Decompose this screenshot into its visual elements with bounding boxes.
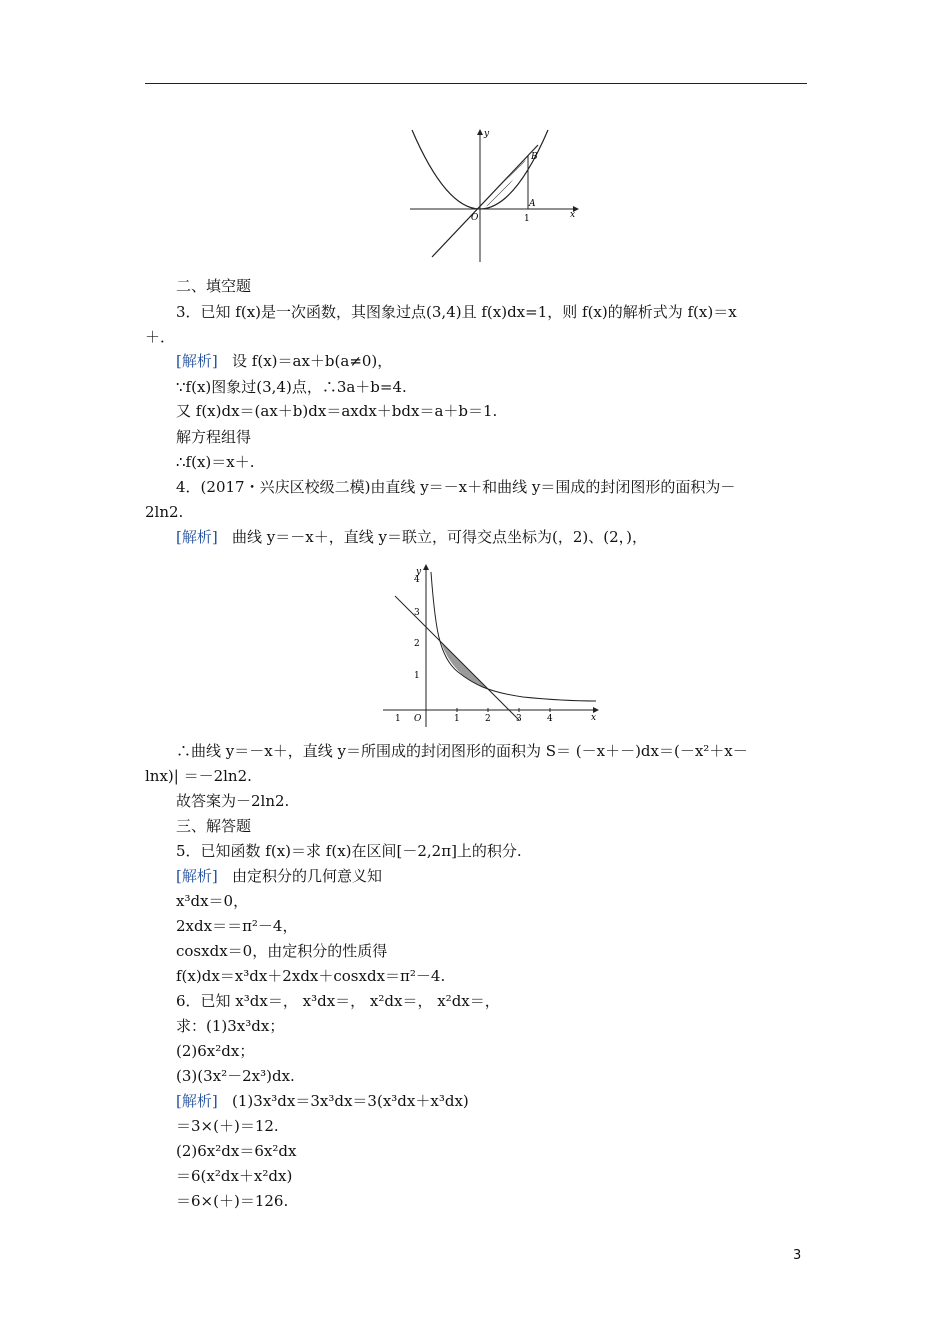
fig2-x-tick-label: 1 <box>395 714 401 724</box>
analysis-6-line-4: ＝6(x²dx＋x²dx) <box>176 1167 293 1185</box>
question-6-part-3: (3)(3x²－2x³)dx. <box>176 1067 295 1085</box>
analysis-6-line-3: (2)6x²dx＝6x²dx <box>176 1142 297 1160</box>
fig2-x-tick-label: 2 <box>485 714 491 724</box>
question-3-cont: ＋． <box>145 328 176 346</box>
analysis-3-line-2: ∵f(x)图象过(3,4)点，∴3a＋b=4. <box>176 378 407 396</box>
fig1-origin-label: O <box>471 213 479 223</box>
question-6-part-1: 求：(1)3x³dx； <box>176 1017 285 1035</box>
y-axis-arrow <box>423 564 429 570</box>
fig2-y-label: y <box>416 567 422 577</box>
fig2-origin-label: O <box>414 714 422 724</box>
figure-hyperbola-line <box>383 562 603 727</box>
question-6: 6．已知 x³dx＝， x³dx＝， x²dx＝， x²dx＝， <box>176 992 500 1010</box>
analysis-5-line-5: f(x)dx＝x³dx＋2xdx＋cosxdx＝π²－4. <box>176 967 446 985</box>
analysis-tag: [解析] <box>176 867 218 885</box>
fig1-x-label: x <box>570 210 576 220</box>
fig2-x-tick-label: 1 <box>454 714 460 724</box>
question-6-part-2: (2)6x²dx； <box>176 1042 255 1060</box>
fig2-x-tick-label: 4 <box>547 714 553 724</box>
fig2-y-tick-label: 3 <box>414 608 420 618</box>
fig2-x-tick-label: 3 <box>516 714 522 724</box>
fig2-y-tick-label: 1 <box>414 671 420 681</box>
analysis-5-line-2: x³dx＝0， <box>176 892 249 910</box>
analysis-6-line-1: [解析] (1)3x³dx＝3x³dx＝3(x³dx＋x³dx) <box>176 1092 469 1110</box>
y-axis-arrow <box>477 129 483 135</box>
analysis-6-line-5: ＝6×(＋)＝126. <box>176 1192 289 1210</box>
section-solve: 三、解答题 <box>176 817 252 835</box>
fig1-y-label: y <box>484 129 490 139</box>
figure-parabola-line <box>405 125 585 265</box>
analysis-4-answer: 故答案为－2ln2. <box>176 792 290 810</box>
analysis-tag: [解析] <box>176 352 218 370</box>
analysis-4-line-1: [解析] 曲线 y＝－x＋，直线 y＝联立，可得交点坐标为(，2)、(2，)， <box>176 528 647 546</box>
question-3: 3．已知 f(x)是一次函数，其图象过点(3,4)且 f(x)dx=1，则 f(x)的解析式为 f(x)＝x <box>176 303 737 321</box>
header-rule <box>145 83 807 84</box>
analysis-5-line-1: [解析] 由定积分的几何意义知 <box>176 867 383 885</box>
fig1-point-a-label: A <box>529 199 536 209</box>
question-4-cont: 2ln2. <box>145 503 184 521</box>
analysis-3-line-3: 又 f(x)dx＝(ax＋b)dx＝axdx＋bdx＝a＋b＝1. <box>176 402 498 420</box>
analysis-6-line-2: ＝3×(＋)＝12. <box>176 1117 279 1135</box>
page-number: 3 <box>793 1248 802 1263</box>
analysis-tag: [解析] <box>176 528 218 546</box>
analysis-5-line-4: cosxdx＝0，由定积分的性质得 <box>176 942 388 960</box>
hyperbola-curve <box>431 572 596 701</box>
analysis-4-line-3: lnx)| ＝－2ln2. <box>145 767 252 785</box>
fig1-point-b-label: B <box>531 152 538 162</box>
fig1-tick-1: 1 <box>524 214 530 224</box>
section-fill-in: 二、填空题 <box>176 277 252 295</box>
analysis-3-line-1: [解析] 设 f(x)＝ax＋b(a≠0)， <box>176 352 393 370</box>
fig2-y-tick-label: 4 <box>414 575 420 585</box>
analysis-3-line-4: 解方程组得 <box>176 428 252 446</box>
fig2-y-tick-label: 2 <box>414 639 420 649</box>
question-5: 5．已知函数 f(x)＝求 f(x)在区间[－2,2π]上的积分. <box>176 842 522 860</box>
question-4: 4．(2017・兴庆区校级二模)由直线 y＝－x＋和曲线 y＝围成的封闭图形的面积为－ <box>176 478 736 496</box>
analysis-4-line-2: ∴曲线 y＝－x＋，直线 y＝所围成的封闭图形的面积为 S＝ (－x＋－)dx＝(－x²＋x－ <box>176 742 748 760</box>
line-y-equals-x <box>432 145 538 257</box>
analysis-3-line-5: ∴f(x)＝x＋. <box>176 453 255 471</box>
analysis-tag: [解析] <box>176 1092 218 1110</box>
fig2-x-label: x <box>591 713 597 723</box>
analysis-5-line-3: 2xdx＝＝π²－4， <box>176 917 298 935</box>
